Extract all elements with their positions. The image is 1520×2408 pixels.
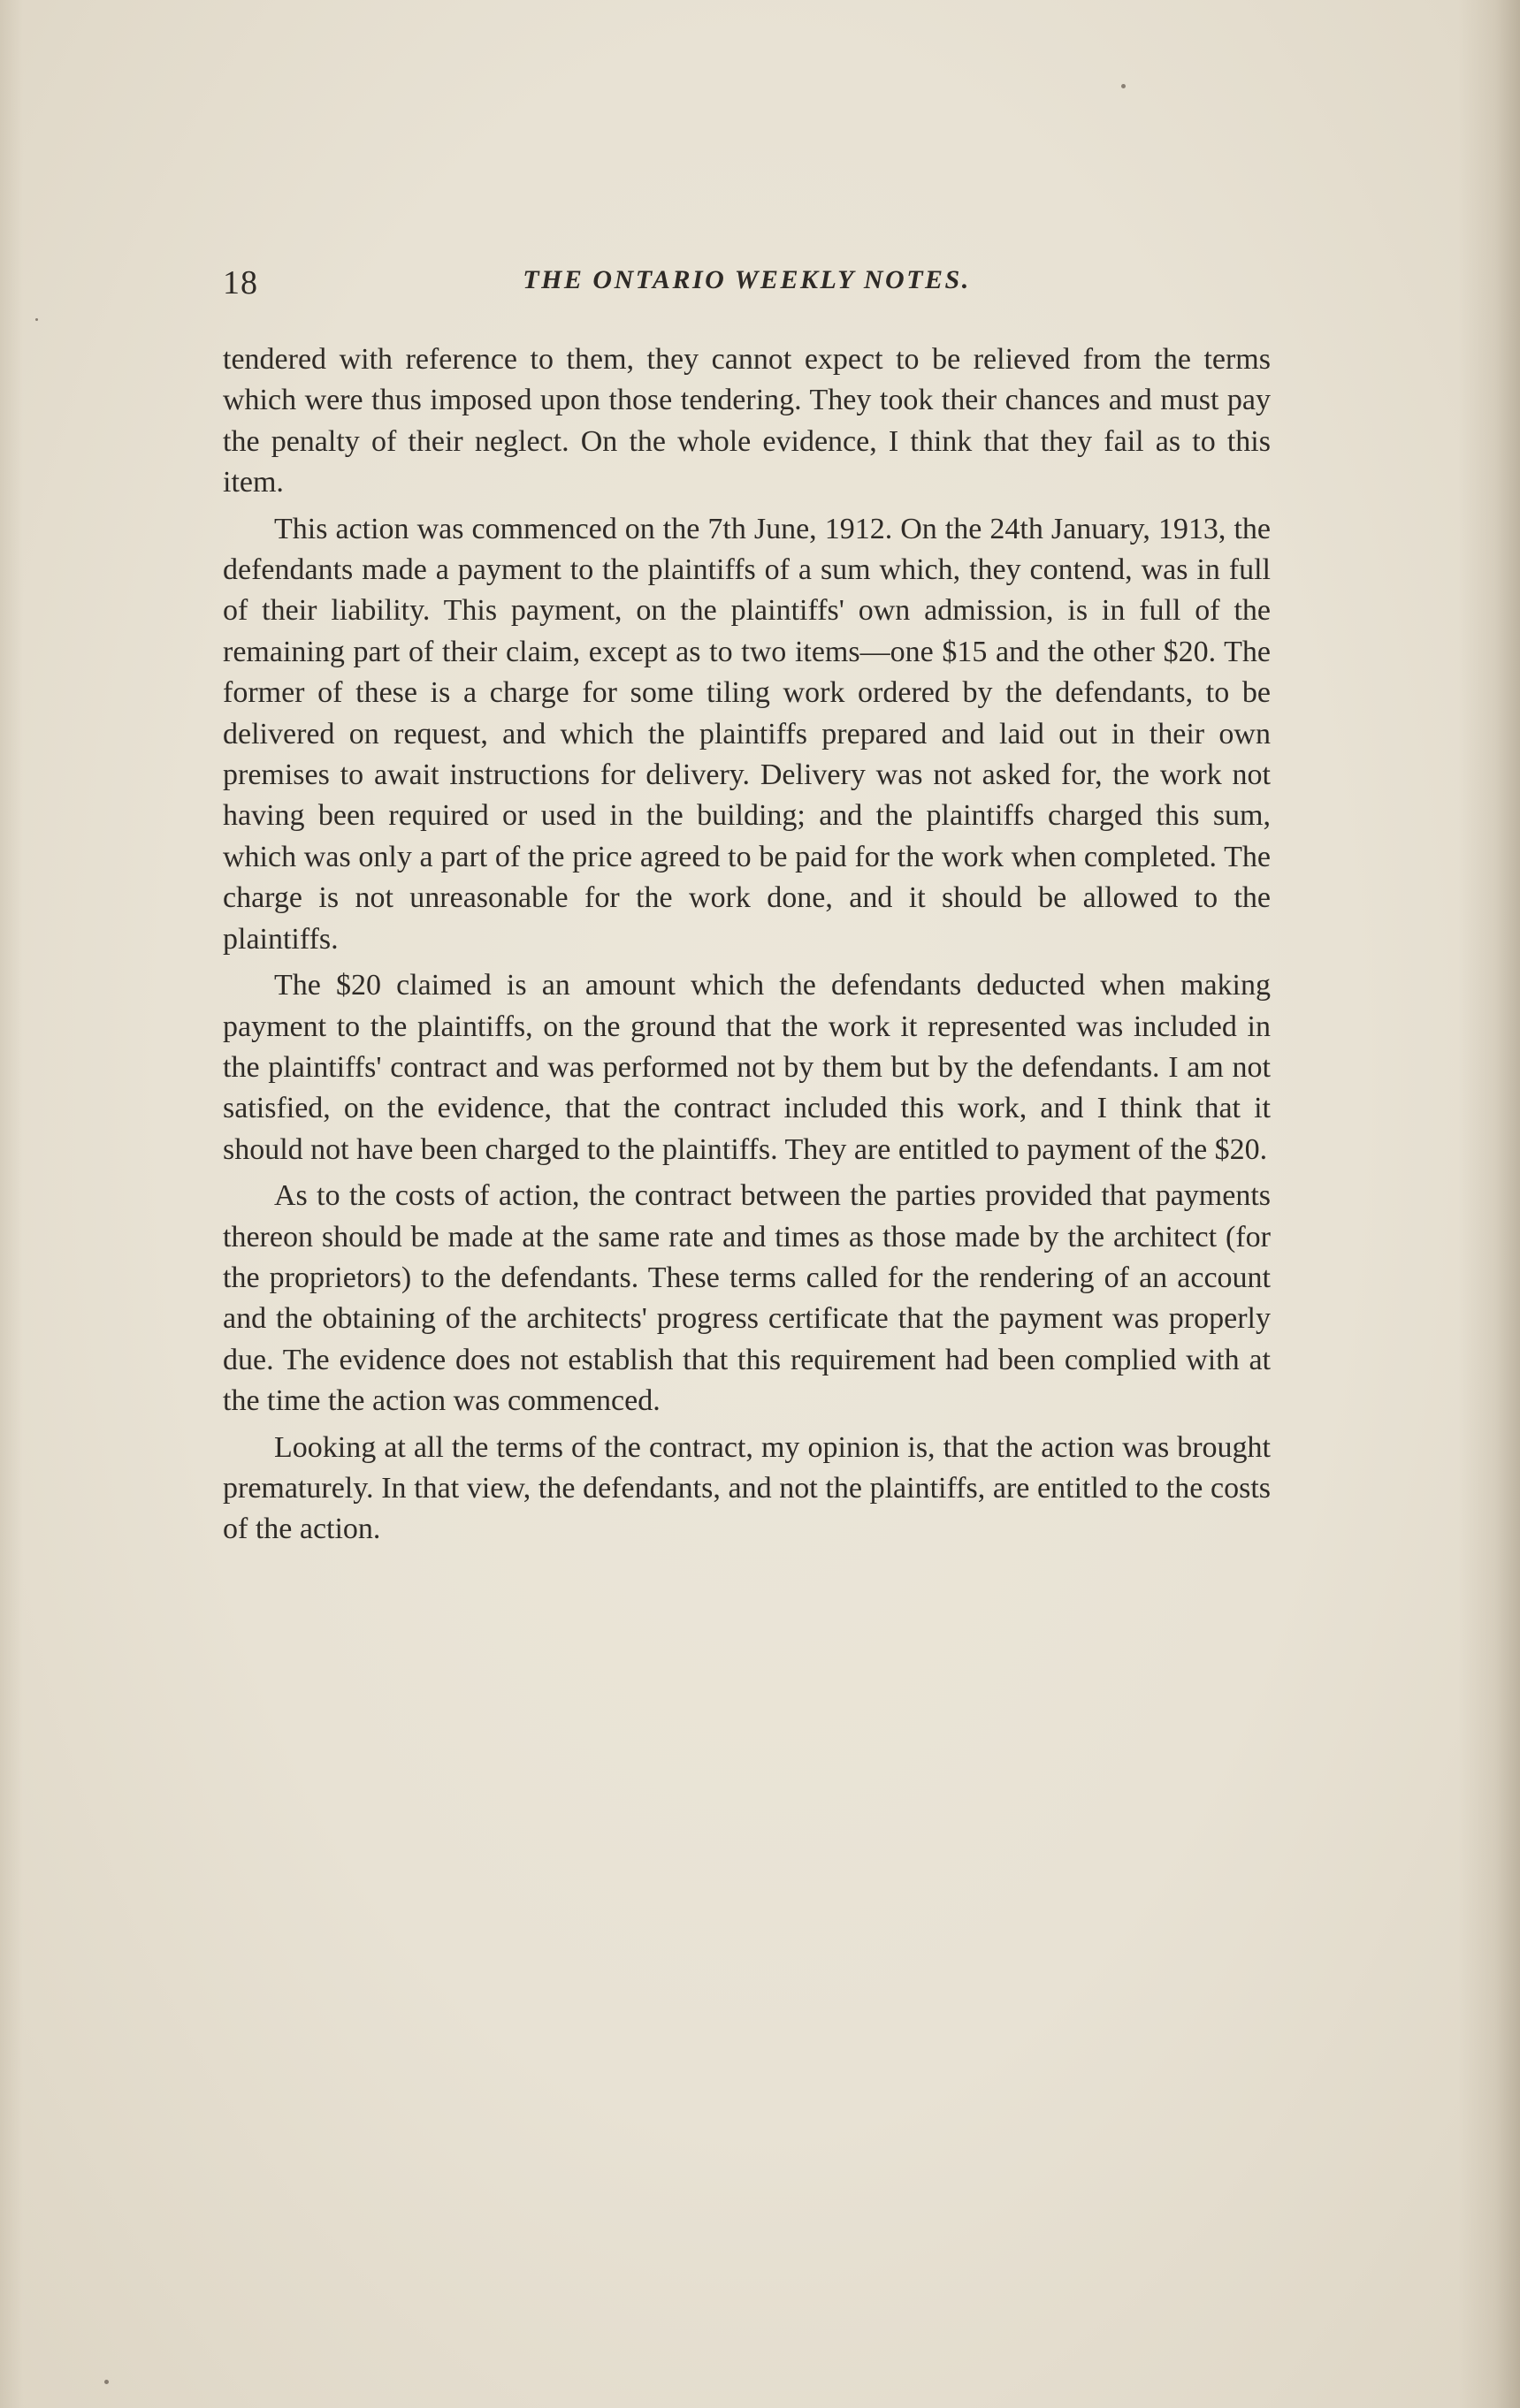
paper-speck bbox=[104, 2380, 109, 2384]
body-text bbox=[223, 339, 1271, 1556]
page-number: 18 bbox=[223, 264, 258, 301]
page-left-edge-shadow bbox=[0, 0, 23, 2408]
running-head: THE ONTARIO WEEKLY NOTES. bbox=[523, 265, 971, 294]
page-right-edge-shadow bbox=[1458, 0, 1520, 2408]
paragraph: This action was commenced on the 7th June, 1912. On the 24th January, 1913, the defendants made a payment to the plaintiffs of a sum which, they contend, was in full of their liability. This payment, on the plaintiffs' own admission, is in full of the remaining part of their claim, except as to two items—one $15 and the other $20. The former of these is a charge for some tiling work ordered by the defendants, to be delivered on request, and which the plaintiffs prepared and laid out in their own premises to await instructions for delivery. Delivery was not asked for, the work not having been required or used in the building; and the plaintiffs charged this sum, which was only a part of the price agreed to be paid for the work when completed. The charge is not unreasonable for the work done, and it should be allowed to the plaintiffs. bbox=[223, 512, 1271, 956]
paragraph-continued: tendered with reference to them, they cannot expect to be relieved from the terms which were thus imposed upon those tendering. They took their chances and must pay the penalty of their neglect. On the whole evidence, I think that they fail as to this item. bbox=[223, 343, 1271, 499]
paragraph: Looking at all the terms of the contract, my opinion is, that the action was brought prematurely. In that view, the defendants, and not the plaintiffs, are entitled to the costs of the action. bbox=[223, 1430, 1271, 1546]
paragraph: As to the costs of action, the contract between the parties provided that payments thereon should be made at the same rate and times as those made by the architect (for the proprietors) to the defendants. These terms called for the rendering of an account and the obtaining of the architects' progress certificate that the payment was properly due. The evidence does not establish that this requirement had been complied with at the time the action was commenced. bbox=[223, 1179, 1271, 1418]
page-header bbox=[223, 262, 1271, 306]
paragraph: The $20 claimed is an amount which the defendants deducted when making payment to the plaintiffs, on the ground that the work it represented was included in the plaintiffs' contract and was performed not by them but by the defendants. I am not satisfied, on the evidence, that the contract included this work, and I think that it should not have been charged to the plaintiffs. They are entitled to payment of the $20. bbox=[223, 969, 1271, 1166]
paper-speck bbox=[1121, 84, 1126, 88]
paper-speck bbox=[35, 318, 38, 321]
